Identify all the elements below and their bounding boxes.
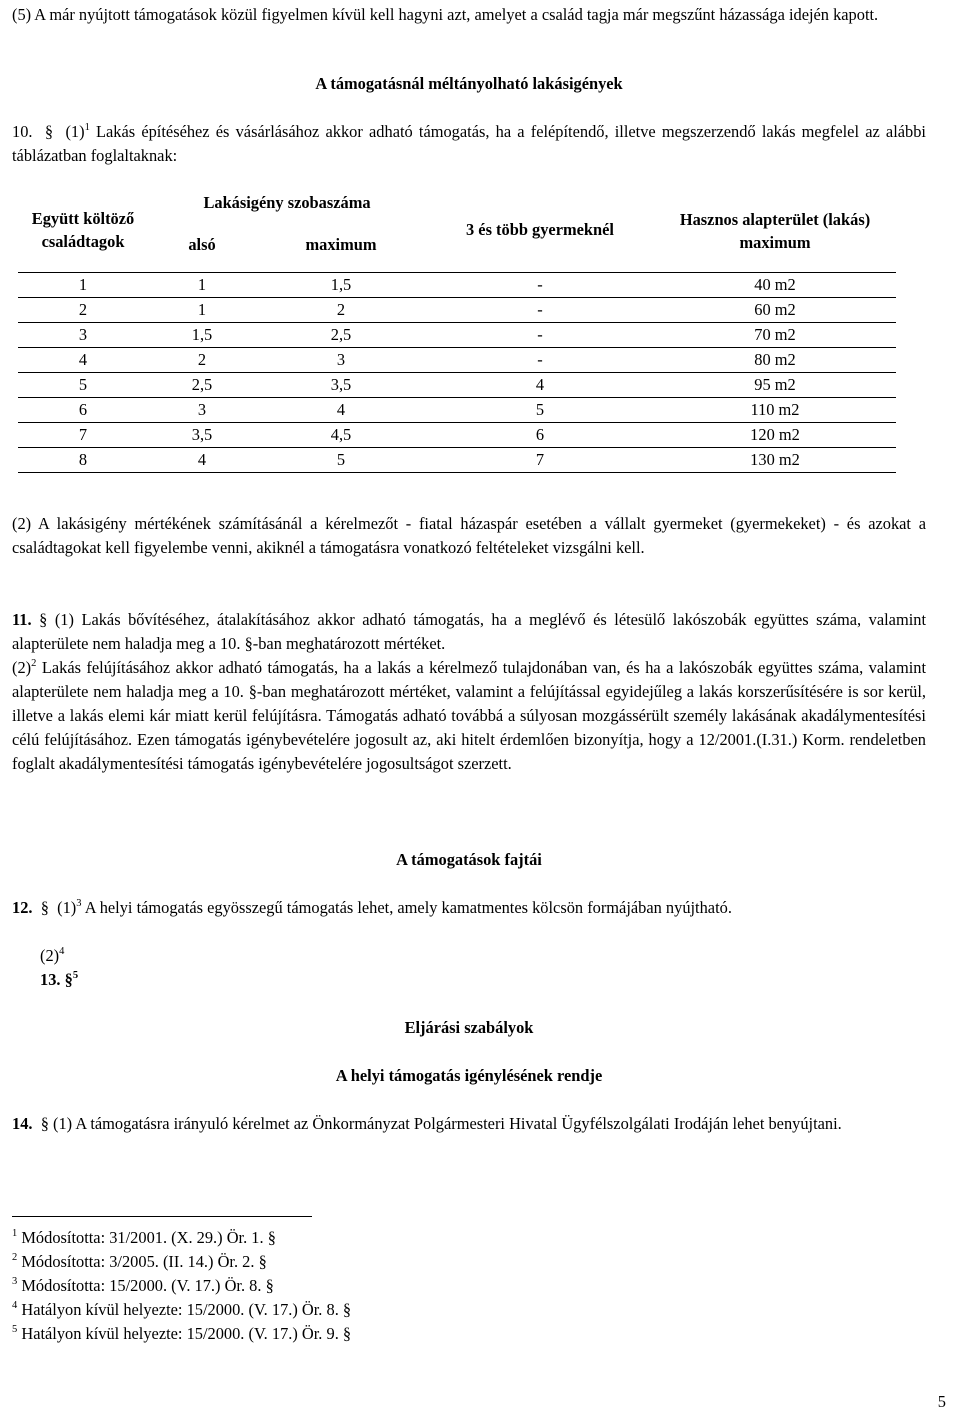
section-11-number: 11. — [12, 610, 32, 629]
section-13-number: 13. — [40, 970, 61, 989]
section-10-number: 10. — [12, 122, 33, 141]
footnote-ref: 4 — [59, 946, 65, 957]
section-14-text: (1) A támogatásra irányuló kérelmet az Önkormányzat Polgármesteri Hivatal Ügyfélszolgálati Irodáján lehet benyújtani. — [53, 1114, 842, 1133]
footnote-text: Módosította: 15/2000. (V. 17.) Ör. 8. — [21, 1276, 262, 1295]
page-number: 5 — [937, 1392, 946, 1411]
footnote-text: Módosította: 31/2001. (X. 29.) Ör. 1. — [21, 1228, 264, 1247]
cell-area: 95 m2 — [654, 373, 896, 398]
cell-lower: 1 — [148, 273, 256, 298]
cell-area: 130 m2 — [654, 448, 896, 473]
cell-kids: 6 — [426, 423, 654, 448]
cell-family: 7 — [18, 423, 148, 448]
section-sign: § — [244, 634, 253, 653]
cell-max: 2,5 — [256, 323, 426, 348]
section-11-text2: Lakás felújításához akkor adható támogatás, ha a lakás a kérelmező tulajdonában van, és ha a lakószobák együttes száma, valamint alapterülete nem haladja meg a 10. — [12, 658, 926, 701]
table-row — [18, 323, 896, 348]
subsection-1: (1) — [65, 122, 85, 141]
footnote-text: Hatályon kívül helyezte: 15/2000. (V. 17.) Ör. 9. — [21, 1324, 339, 1343]
section-sign: § — [265, 1276, 274, 1295]
footnote-number: 5 — [12, 1324, 18, 1335]
section-12-1 — [12, 896, 926, 920]
footnote-2 — [12, 1250, 267, 1274]
section-11-text1b: -ban meghatározott mértéket. — [252, 634, 446, 653]
heading-igenyles: A helyi támogatás igénylésének rendje — [335, 1066, 603, 1085]
cell-max: 5 — [256, 448, 426, 473]
section-sign: § — [342, 1300, 352, 1319]
subsection-2: (2) — [12, 658, 32, 677]
cell-kids: - — [426, 348, 654, 373]
footnote-text: Módosította: 3/2005. (II. 14.) Ör. 2. — [21, 1252, 255, 1271]
cell-max: 4,5 — [256, 423, 426, 448]
cell-family: 8 — [18, 448, 148, 473]
section-11-1 — [12, 608, 926, 656]
subsection-2: (2) — [40, 946, 60, 965]
footnote-number: 1 — [12, 1228, 18, 1239]
table-row — [18, 448, 896, 473]
subsection-1: (1) — [57, 898, 77, 917]
table-body — [18, 273, 896, 473]
cell-max: 1,5 — [256, 273, 426, 298]
table-header-row — [18, 188, 896, 218]
cell-area: 40 m2 — [654, 273, 896, 298]
cell-lower: 3 — [148, 398, 256, 423]
cell-family: 3 — [18, 323, 148, 348]
cell-family: 6 — [18, 398, 148, 423]
heading-eljarasi: Eljárási szabályok — [404, 1018, 534, 1037]
cell-kids: 4 — [426, 373, 654, 398]
cell-kids: - — [426, 298, 654, 323]
header-kids: 3 és több gyermeknél — [466, 220, 614, 239]
cell-family: 1 — [18, 273, 148, 298]
section-10-text: Lakás építéséhez és vásárlásához akkor adható támogatás, ha a felépítendő, illetve megszerzendő lakás megfelel az alábbi táblázatban foglaltaknak: — [12, 122, 926, 165]
table-row — [18, 348, 896, 373]
heading-fajtai: A támogatások fajtái — [396, 850, 542, 869]
cell-lower: 2 — [148, 348, 256, 373]
cell-max: 3,5 — [256, 373, 426, 398]
header-area: Hasznos alapterület (lakás) maximum — [679, 210, 871, 252]
footnote-ref: 5 — [72, 970, 79, 981]
table-row — [18, 423, 896, 448]
header-lower: alsó — [188, 235, 216, 254]
footnote-ref: 3 — [76, 898, 82, 909]
table-row — [18, 373, 896, 398]
cell-lower: 4 — [148, 448, 256, 473]
section-sign: § — [258, 1252, 267, 1271]
table-row — [18, 273, 896, 298]
header-max: maximum — [305, 235, 377, 254]
section-sign: § — [267, 1228, 276, 1247]
cell-area: 60 m2 — [654, 298, 896, 323]
footnote-number: 4 — [12, 1300, 18, 1311]
section-11-text1: (1) Lakás bővítéséhez, átalakításához akkor adható támogatás, ha a meglévő és létesülő lakószobák együttes száma, valamint alapterülete nem haladja meg a 10. — [12, 610, 927, 653]
cell-kids: - — [426, 273, 654, 298]
paragraph-10-2: (2) A lakásigény mértékének számításánál a kérelmezőt - fiatal házaspár esetében a vállalt gyermeket (gyermekeket) - és azokat a családtagokat kell figyelembe venni, akiknél a támogatásra vonatkozó feltételeket vizsgálni kell. — [12, 514, 926, 557]
footnote-number: 3 — [12, 1276, 18, 1287]
cell-area: 110 m2 — [654, 398, 896, 423]
cell-kids: 7 — [426, 448, 654, 473]
cell-kids: - — [426, 323, 654, 348]
footnote-ref: 1 — [84, 122, 90, 133]
section-sign: § — [64, 970, 73, 989]
section-sign: § — [40, 1114, 49, 1133]
cell-lower: 1,5 — [148, 323, 256, 348]
header-rooms: Lakásigény szobaszáma — [203, 193, 371, 212]
table-row — [18, 398, 896, 423]
footnote-1 — [12, 1226, 276, 1250]
cell-area: 120 m2 — [654, 423, 896, 448]
cell-family: 5 — [18, 373, 148, 398]
paragraph-5: (5) A már nyújtott támogatások közül figyelmen kívül kell hagyni azt, amelyet a család tagja már megszűnt házassága idején kapott. — [12, 5, 879, 24]
section-12-text: A helyi támogatás egyösszegű támogatás lehet, amely kamatmentes kölcsön formájában nyújtható. — [84, 898, 732, 917]
section-sign: § — [342, 1324, 352, 1343]
heading-tamogatasnal: A támogatásnál méltányolható lakásigények — [315, 74, 623, 93]
section-sign: § — [39, 610, 48, 629]
section-12-2 — [40, 944, 64, 968]
section-sign: § — [40, 898, 49, 917]
cell-area: 80 m2 — [654, 348, 896, 373]
table-row — [18, 298, 896, 323]
footnote-number: 2 — [12, 1252, 18, 1263]
cell-lower: 1 — [148, 298, 256, 323]
footnote-ref: 2 — [31, 658, 37, 669]
section-11-2 — [12, 656, 926, 776]
cell-family: 4 — [18, 348, 148, 373]
section-14-number: 14. — [12, 1114, 33, 1133]
housing-table — [18, 188, 896, 473]
section-10-intro — [12, 120, 926, 168]
section-sign: § — [44, 122, 54, 141]
cell-max: 2 — [256, 298, 426, 323]
cell-area: 70 m2 — [654, 323, 896, 348]
footnote-5 — [12, 1322, 351, 1346]
cell-lower: 2,5 — [148, 373, 256, 398]
section-11-text2b: -ban meghatározott mértéket, valamint a felújítással egyidejűleg a lakás korszerűsítésére is sor kerül, illetve a lakás elemi kár miatt kerül felújításra. Támogatás adható továbbá a súlyosan mozgássérült személy lakásának akadálymentesítési célú felújításához. Ezen támogatás igénybevételére jogosult az, aki hitelt érdemlően bizonyítja, hogy a 12/2001.(I.31.) Korm. rendeletben foglalt akadálymentesítési támogatás igénybevételére jogosultságot szerzett. — [12, 682, 927, 773]
section-sign: § — [248, 682, 257, 701]
footnote-separator — [12, 1216, 312, 1217]
cell-family: 2 — [18, 298, 148, 323]
footnote-3 — [12, 1274, 274, 1298]
footnote-4 — [12, 1298, 351, 1322]
cell-kids: 5 — [426, 398, 654, 423]
cell-max: 4 — [256, 398, 426, 423]
section-14-1 — [12, 1112, 926, 1136]
cell-max: 3 — [256, 348, 426, 373]
cell-lower: 3,5 — [148, 423, 256, 448]
section-12-number: 12. — [12, 898, 33, 917]
section-13 — [40, 968, 78, 992]
header-family: Együtt költöző családtagok — [31, 209, 135, 251]
footnote-text: Hatályon kívül helyezte: 15/2000. (V. 17.) Ör. 8. — [21, 1300, 339, 1319]
